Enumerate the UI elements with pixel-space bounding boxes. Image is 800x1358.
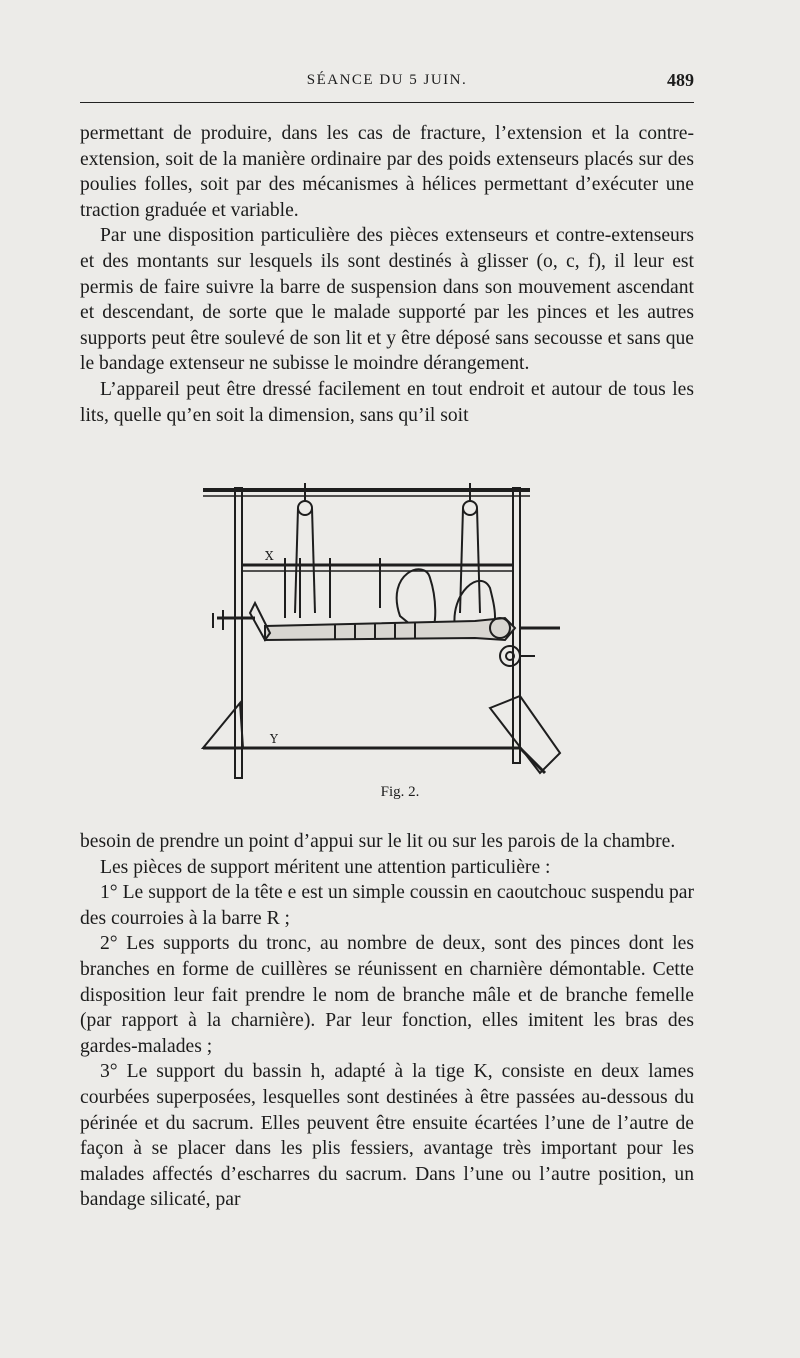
paragraph: Les pièces de support méritent une attention particulière : <box>100 856 551 878</box>
paragraph: Par une disposition particulière des pièces extenseurs et contre-extenseurs et des montants sur lesquels ils sont destinés à glisser (o, c, f), il leur est permis de faire suivre la barre de suspension dans son mouvement ascendant et descendant, de sorte que le malade supporté par les pinces et les autres supports peut être soulevé de son lit et y être déposé sans secousse et sans que le bandage extenseur ne subisse le moindre dérangement. <box>80 225 694 375</box>
paragraph: 3° Le support du bassin h, adapté à la tige K, consiste en deux lames courbées superposées, lesquelles sont destinées à être passées au-dessous du périnée et du sacrum. Elles peuvent être ensuite écartées l’une de l’autre de façon à se placer dans les plis fessiers, avantage très important pour les malades affectés d’escharres du sacrum. Dans l’une ou l’autre position, un bandage silicaté, par <box>80 1061 694 1211</box>
running-title: SÉANCE DU 5 JUIN. <box>306 72 468 88</box>
text-block-bottom <box>80 829 694 1213</box>
figure-illustration <box>195 478 575 783</box>
paragraph: permettant de produire, dans les cas de fracture, l’extension et la contre-extension, soit de la manière ordinaire par des poids extenseurs placés sur des poulies folles, soit par des mécanismes à hélices permettant d’exécuter une traction graduée et variable. <box>80 123 694 221</box>
figure-label: X <box>265 549 274 563</box>
header-rule <box>80 102 694 103</box>
page-header <box>80 72 694 96</box>
paragraph: besoin de prendre un point d’appui sur le lit ou sur les parois de la chambre. <box>80 831 676 852</box>
figure-caption: Fig. 2. <box>380 784 420 800</box>
figure-label: Y <box>270 732 278 746</box>
paragraph: 2° Les supports du tronc, au nombre de deux, sont des pinces dont les branches en forme de cuillères se réunissent en charnière démontable. Cette disposition leur fait prendre le nom de branche mâle et de branche femelle (par rapport à la charnière). Par leur fonction, elles imitent les bras des gardes-malades ; <box>80 933 694 1057</box>
page-number: 489 <box>667 70 694 90</box>
paragraph: 1° Le support de la tête e est un simple coussin en caoutchouc suspendu par des courroies à la barre R ; <box>80 882 694 929</box>
paragraph: L’appareil peut être dressé facilement en tout endroit et autour de tous les lits, quelle qu’en soit la dimension, sans qu’il soit <box>80 378 694 426</box>
text-block-top <box>80 121 694 428</box>
